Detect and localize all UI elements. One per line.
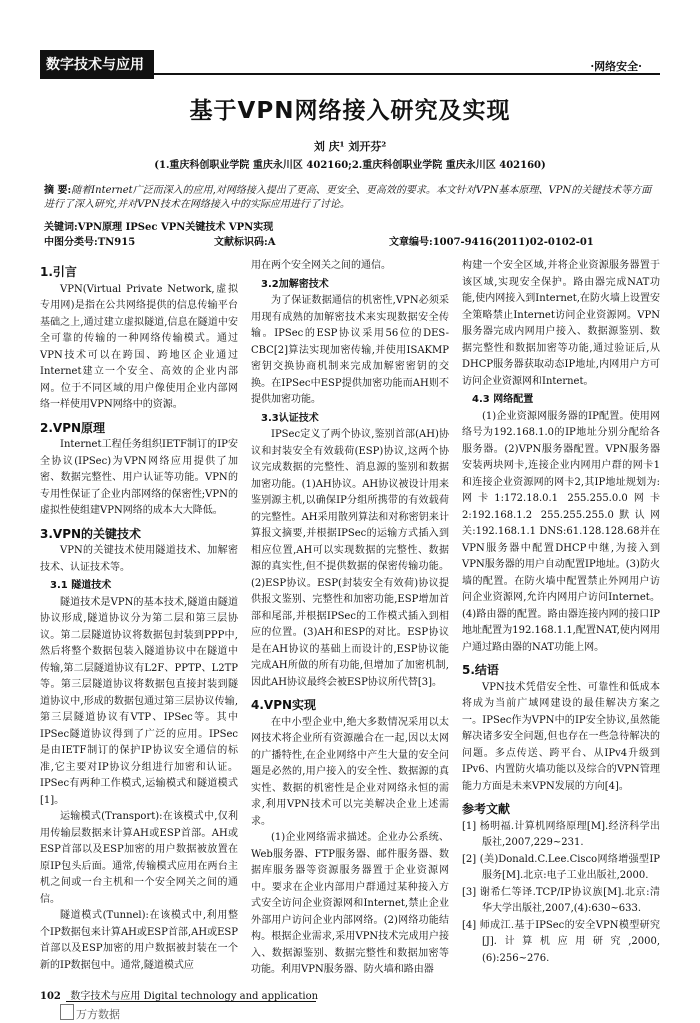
section-tag: 数字技术与应用 <box>40 50 154 79</box>
section-heading: 5.结语 <box>462 663 499 677</box>
page-header <box>0 0 700 78</box>
abstract <box>44 184 656 212</box>
section-heading: 3.VPN的关键技术 <box>40 526 142 541</box>
body-paragraph: VPN(Virtual Private Network,虚拟专用网)是指在公共网络提供的信息传输平台基础之上,通过建立虚拟隧道,信息在隧道中安全可靠的传输的一种网络传输模式。通过VPN技术可以在跨国、跨地区企业通过Internet建立一个安全、高效的企业内部网。位于不同区域的用户像使用企业内部网络一样使用VPN网络中的资源。 <box>40 283 238 410</box>
footer-rule <box>66 1001 316 1002</box>
body-paragraph: IPSec定义了两个协议,鉴别首部(AH)协议和封装安全有效载荷(ESP)协议,这两个协议完成数据的完整性、消息源的鉴别和数据加密功能。(1)AH协议。AH协议被设计用来鉴别源主机,以确保IP分组所携带的有效载荷的完整性。AH采用散列算法和对称密钥来计算报文摘要,并根据IPSec的运输方式插入到相应位置,AH可以实现数据的完整性、数据源的真实性,但不提供数据的保密传输功能。(2)ESP协议。ESP(封装安全有效荷)协议提供报文鉴别、完整性和加密功能,ESP增加首部和尾部,并根据IPSec的工作模式插入到相应的位置。(3)AH和ESP的对比。ESP协议是在AH协议的基础上而设计的,ESP协议能完成AH所做的所有功能,但增加了加密机制,因此AH协议最终会被ESP协议所代替[3]。 <box>251 429 449 688</box>
body-paragraph: (1)企业网络需求描述。企业办公系统、Web服务器、FTP服务器、邮件服务器、数据库服务器等资源服务器置于企业资源网中。要求在企业内部用户群通过某种接入方式安全访问企业资源网和Internet,禁止企业外部用户访问企业内部网络。(2)网络功能结构。根据企业需求,采用VPN技术完成用户接入、数据源鉴别、数据完整性和数据加密等功能。利用VPN服务器、防火墙和路由器 <box>251 832 449 975</box>
clc-number: 中图分类号:TN915 <box>44 237 136 248</box>
column-right <box>462 258 660 967</box>
subsection-heading: 3.2加解密技术 <box>261 278 329 290</box>
section-heading: 4.VPN实现 <box>251 698 317 712</box>
body-paragraph: 运输模式(Transport):在该模式中,仅利用传输层数据来计算AH或ESP首部。AH或ESP首部以及ESP加密的用户数据被放置在原IP包头后面。通常,传输模式应用在两台主机之间或一台主机和一个安全网关之间的通信。 <box>40 811 238 905</box>
body-paragraph: VPN技术凭借安全性、可靠性和低成本将成为当前广域网建设的最佳解决方案之一。IPSec作为VPN中的IP安全协议,虽然能解决诸多安全问题,但也存在一些急待解决的问题。多点传送、跨平台、从IPv4升级到IPv6、内置防火墙功能以及综合的VPN管理能力方面是未来VPN发展的方向[4]。 <box>462 681 660 792</box>
keywords: 关键词:VPN原理 IPSec VPN关键技术 VPN实现 <box>44 222 274 233</box>
article-meta <box>44 220 656 250</box>
section-heading: 参考文献 <box>462 802 511 816</box>
subsection-heading: 4.3 网络配置 <box>472 394 534 405</box>
column-left <box>40 258 238 974</box>
column-tag: ·网络安全· <box>590 60 642 73</box>
abstract-text: 随着Internet广泛而深入的应用,对网络接入提出了更高、更安全、更高效的要求。本文针对VPN基本原理、VPN的关键技术等方面进行了深入研究,并对VPN技术在网络接入中的实际应用进行了讨论。 <box>44 185 652 210</box>
body-paragraph: Internet工程任务组织IETF制订的IP安全协议(IPSec)为VPN网络应用提供了加密、数据完整性、用户认证等功能。VPN的专用性保证了企业内部网络的保密性;VPN的虚拟性使组建VPN网络的成本大大降低。 <box>40 439 238 516</box>
document-code: 文献标识码:A <box>214 237 276 248</box>
article-number: 文章编号:1007-9416(2011)02-0102-01 <box>389 237 594 248</box>
watermark: 万方数据 <box>76 1008 120 1021</box>
watermark-icon <box>60 1004 74 1020</box>
body-paragraph: 为了保证数据通信的机密性,VPN必须采用现有成熟的加解密技术来实现数据安全传输。IPSec的ESP协议采用56位的DES-CBC[2]算法实现加密传输,并使用ISAKMP密钥交换协商机制来完成加解密密钥的交换。在IPSec中ESP提供加密功能而AH则不提供加密功能。 <box>251 295 449 405</box>
column-middle <box>251 258 449 979</box>
body-paragraph: 用在两个安全网关之间的通信。 <box>251 260 391 271</box>
page-footer <box>40 987 660 1002</box>
page-number: 102 <box>40 991 61 1002</box>
body-paragraph: (1)企业资源网服务器的IP配置。使用网络号为192.168.1.0的IP地址分别分配给各服务器。(2)VPN服务器配置。VPN服务器安装两块网卡,连接企业内网用户群的网卡1和连接企业资源网的网卡2,其IP地址规划为:网卡1:172.18.0.1 255.255.0.0网卡2:192.168.1.2 255.255.255.0默认网关:192.168.1.1 DNS:61.128.128.68并在VPN服务器中配置DHCP中继,为接入到VPN服务器的用户自动配置IP地址。(3)防火墙的配置。在防火墙中配置禁止外网用户访问企业资源网,允许内网用户访问Internet。(4)路由器的配置。路由器连接内网的接口IP地址配置为192.168.1.1,配置NAT,使内网用户通过路由器的NAT功能上网。 <box>462 410 660 653</box>
subsection-heading: 3.3认证技术 <box>261 412 319 424</box>
header-rule <box>40 73 660 75</box>
section-heading: 2.VPN原理 <box>40 420 106 435</box>
body-paragraph: 在中小型企业中,绝大多数情况采用以太网技术将企业所有资源融合在一起,因以太网的广播特性,在企业网络中产生大量的安全问题是必然的,用户接入的安全性、数据源的真实性、数据的机密性是企业对网络永恒的需求,利用VPN技术可以完美解决企业上述需求。 <box>251 716 449 827</box>
journal-text: 数字技术与应用 Digital technology and application <box>70 991 319 1002</box>
body-paragraph: 隧道模式(Tunnel):在该模式中,利用整个IP数据包来计算AH或ESP首部,AH或ESP首部以及ESP加密的用户数据被封装在一个新的IP数据包中。通常,隧道模式应 <box>40 910 238 971</box>
body-paragraph: 隧道技术是VPN的基本技术,隧道由隧道协议形成,隧道协议分为第二层和第三层协议。第二层隧道协议将数据包封装到PPP中,然后将整个数据包装入隧道协议中在隧道中传输,第二层隧道协议有L2F、PPTP、L2TP等。第三层隧道协议将数据包直接封装到隧道协议中,形成的数据包通过第三层协议传输,第三层隧道协议有VTP、IPSec等。其中IPSec隧道协议得到了广泛的应用。IPSec是由IETF制订的保护IP协议安全通信的标准,它主要对IP协议分组进行加密和认证。IPSec有两种工作模式,运输模式和隧道模式[1]。 <box>40 596 238 806</box>
article-title: 基于VPN网络接入研究及实现 <box>189 98 511 124</box>
section-heading: 1.引言 <box>40 265 77 279</box>
reference-item: [2] (美)Donald.C.Lee.Cisco网络增强型IP服务[M].北京:电子工业出版社,2000. <box>462 853 660 881</box>
reference-item: [4] 师成江.基于IPSec的安全VPN模型研究[J].计算机应用研究,2000,(6):256~276. <box>462 919 660 964</box>
reference-item: [1] 杨明福.计算机网络原理[M].经济科学出版社,2007,229~231. <box>462 820 660 848</box>
reference-item: [3] 谢希仁等译.TCP/IP协议族[M].北京:清华大学出版社,2007,(4):630~633. <box>462 886 660 914</box>
abstract-label: 摘 要: <box>44 185 72 196</box>
article-authors: 刘 庆¹ 刘开芬² <box>313 140 387 153</box>
body-paragraph: VPN的关键技术使用隧道技术、加解密技术、认证技术等。 <box>40 545 238 573</box>
article-affiliations: (1.重庆科创职业学院 重庆永川区 402160;2.重庆科创职业学院 重庆永川区 402160) <box>154 160 546 171</box>
subsection-heading: 3.1 隧道技术 <box>50 580 112 591</box>
body-paragraph: 构建一个安全区域,并将企业资源服务器置于该区域,实现安全保护。路由器完成NAT功能,使内网接入到Internet,在防火墙上设置安全策略禁止Internet访问企业资源网。VPN服务器完成内网用户接入、数据源鉴别、数据完整性和数据加密等功能,通过验证后,从DHCP服务器获取动态IP地址,内网用户方可访问企业资源网和Internet。 <box>462 260 660 387</box>
